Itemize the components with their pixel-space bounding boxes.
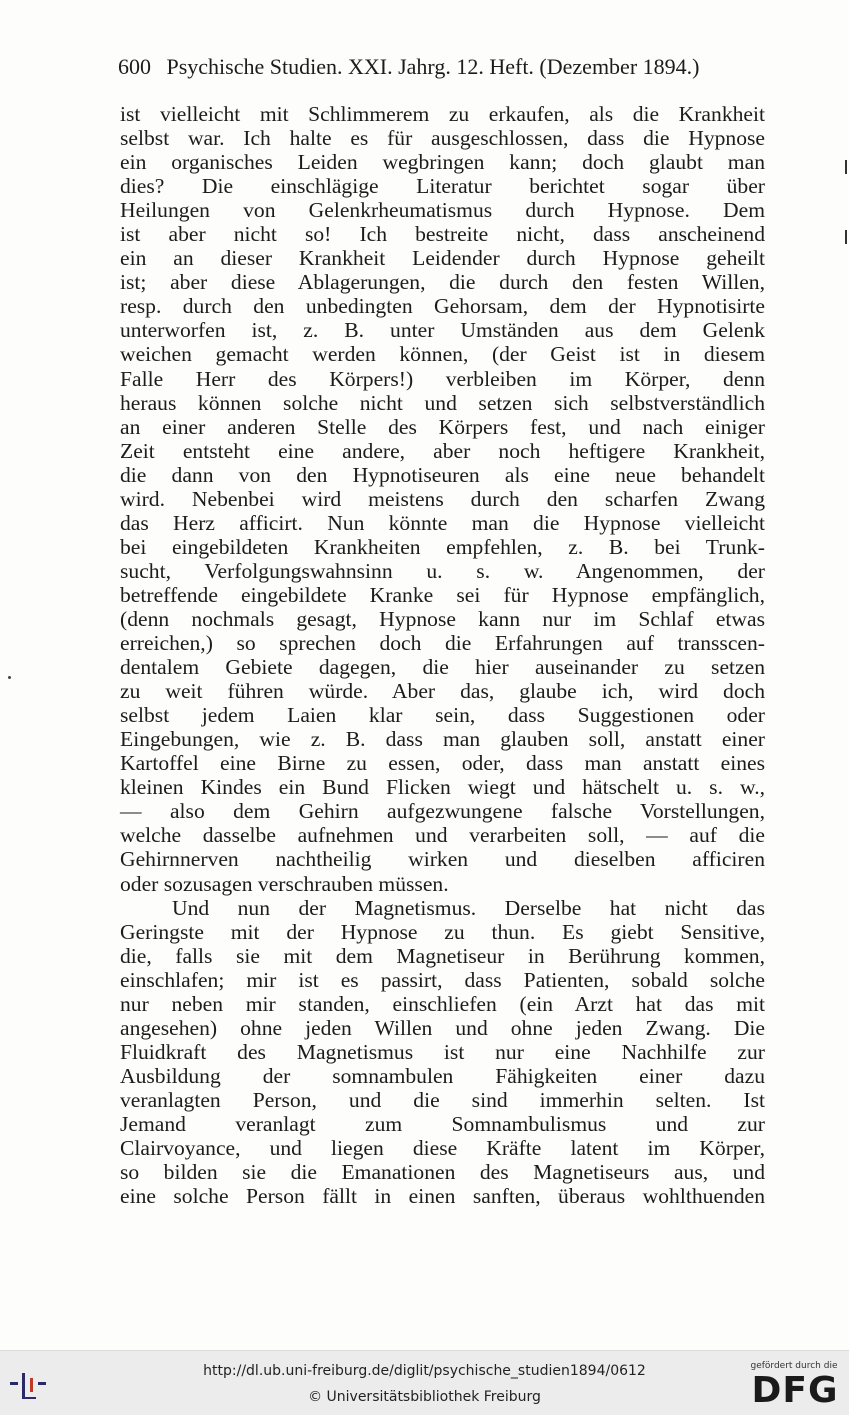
- text-line: ein an dieser Krankheit Leidender durch Hypnose geheilt: [120, 246, 765, 271]
- margin-mark: [845, 230, 847, 244]
- text-line: ist; aber diese Ablagerungen, die durch den festen Willen,: [120, 270, 765, 295]
- margin-mark: [845, 160, 847, 174]
- running-header: [118, 54, 766, 80]
- text-line: Clairvoyance, und liegen diese Kräfte latent im Körper,: [120, 1136, 765, 1161]
- text-line: Ausbildung der somnambulen Fähigkeiten einer dazu: [120, 1063, 765, 1088]
- text-line: erreichen,) so sprechen doch die Erfahrungen auf transscen-: [120, 631, 765, 656]
- page-number: 600: [118, 54, 151, 79]
- text-line: (denn nochmals gesagt, Hypnose kann nur im Schlaf etwas: [120, 606, 765, 631]
- text-line: dies? Die einschlägige Literatur berichtet sogar über: [120, 174, 765, 199]
- text-line: bei eingebildeten Krankheiten empfehlen, z. B. bei Trunk-: [120, 534, 765, 559]
- text-line: selbst war. Ich halte es für ausgeschlossen, dass die Hypnose: [120, 126, 765, 151]
- text-line: selbst jedem Laien klar sein, dass Suggestionen oder: [120, 703, 765, 728]
- copyright-notice: © Universitätsbibliothek Freiburg: [308, 1389, 541, 1405]
- text-line: Falle Herr des Körpers!) verbleiben im Körper, denn: [120, 366, 765, 391]
- text-line: Gehirnnerven nachtheilig wirken und dieselben afficiren: [120, 847, 765, 872]
- text-line: heraus können solche nicht und setzen sich selbstverständlich: [120, 390, 765, 415]
- text-line: Und nun der Magnetismus. Derselbe hat nicht das: [172, 895, 765, 920]
- running-title: Psychische Studien. XXI. Jahrg. 12. Heft. (Dezember 1894.): [166, 54, 700, 79]
- text-line: ist vielleicht mit Schlimmerem zu erkaufen, als die Krankheit: [120, 102, 765, 126]
- text-line: an einer anderen Stelle des Körpers fest, und nach einiger: [120, 414, 765, 439]
- text-line: weichen gemacht werden können, (der Geist ist in diesem: [120, 342, 765, 367]
- text-line: ist aber nicht so! Ich bestreite nicht, dass anscheinend: [120, 222, 765, 247]
- text-line: oder sozusagen verschrauben müssen.: [120, 871, 449, 896]
- viewer-footer: [0, 1350, 849, 1415]
- text-line: angesehen) ohne jeden Willen und ohne jeden Zwang. Die: [120, 1015, 765, 1040]
- text-line: Eingebungen, wie z. B. dass man glauben soll, anstatt einer: [120, 727, 765, 752]
- text-line: einschlafen; mir ist es passirt, dass Patienten, sobald solche: [120, 967, 765, 992]
- text-line: nur neben mir standen, einschliefen (ein Arzt hat das mit: [120, 991, 765, 1016]
- text-line: Kartoffel eine Birne zu essen, oder, dass man anstatt eines: [120, 751, 765, 776]
- text-line: die dann von den Hypnotiseuren als eine neue behandelt: [120, 462, 765, 487]
- text-line: so bilden sie die Emanationen des Magnetiseurs aus, und: [120, 1160, 765, 1185]
- text-line: — also dem Gehirn aufgezwungene falsche Vorstellungen,: [120, 799, 765, 824]
- text-line: Geringste mit der Hypnose zu thun. Es giebt Sensitive,: [120, 919, 765, 944]
- text-line: kleinen Kindes ein Bund Flicken wiegt und hätschelt u. s. w.,: [120, 775, 765, 800]
- text-line: wird. Nebenbei wird meistens durch den scharfen Zwang: [120, 486, 765, 511]
- text-line: eine solche Person fällt in einen sanften, überaus wohlthuenden: [120, 1184, 765, 1209]
- dfg-logo: DFG: [751, 1370, 839, 1411]
- body-text: [120, 102, 765, 1208]
- text-line: Heilungen von Gelenkrheumatismus durch Hypnose. Dem: [120, 198, 765, 223]
- permalink-url[interactable]: http://dl.ub.uni-freiburg.de/diglit/psychische_studien1894/0612: [203, 1363, 646, 1379]
- text-line: betreffende eingebildete Kranke sei für Hypnose empfänglich,: [120, 582, 765, 607]
- text-line: Fluidkraft des Magnetismus ist nur eine Nachhilfe zur: [120, 1039, 765, 1064]
- text-line: unterworfen ist, z. B. unter Umständen aus dem Gelenk: [120, 318, 765, 343]
- text-line: dentalem Gebiete dagegen, die hier auseinander zu setzen: [120, 655, 765, 680]
- text-line: Zeit entsteht eine andere, aber noch heftigere Krankheit,: [120, 438, 765, 463]
- funder-caption: gefördert durch die: [750, 1361, 838, 1371]
- text-line: resp. durch den unbedingten Gehorsam, dem der Hypnotisirte: [120, 294, 765, 319]
- text-line: ein organisches Leiden wegbringen kann; doch glaubt man: [120, 150, 765, 175]
- text-line: Jemand veranlagt zum Somnambulismus und zur: [120, 1111, 765, 1136]
- text-line: die, falls sie mit dem Magnetiseur in Berührung kommen,: [120, 943, 765, 968]
- text-line: das Herz afficirt. Nun könnte man die Hypnose vielleicht: [120, 510, 765, 535]
- text-line: sucht, Verfolgungswahnsinn u. s. w. Angenommen, der: [120, 558, 765, 583]
- margin-dot: [8, 676, 11, 679]
- text-line: zu weit führen würde. Aber das, glaube ich, wird doch: [120, 679, 765, 704]
- text-line: welche dasselbe aufnehmen und verarbeiten soll, — auf die: [120, 823, 765, 848]
- text-line: veranlagten Person, und die sind immerhin selten. Ist: [120, 1087, 765, 1112]
